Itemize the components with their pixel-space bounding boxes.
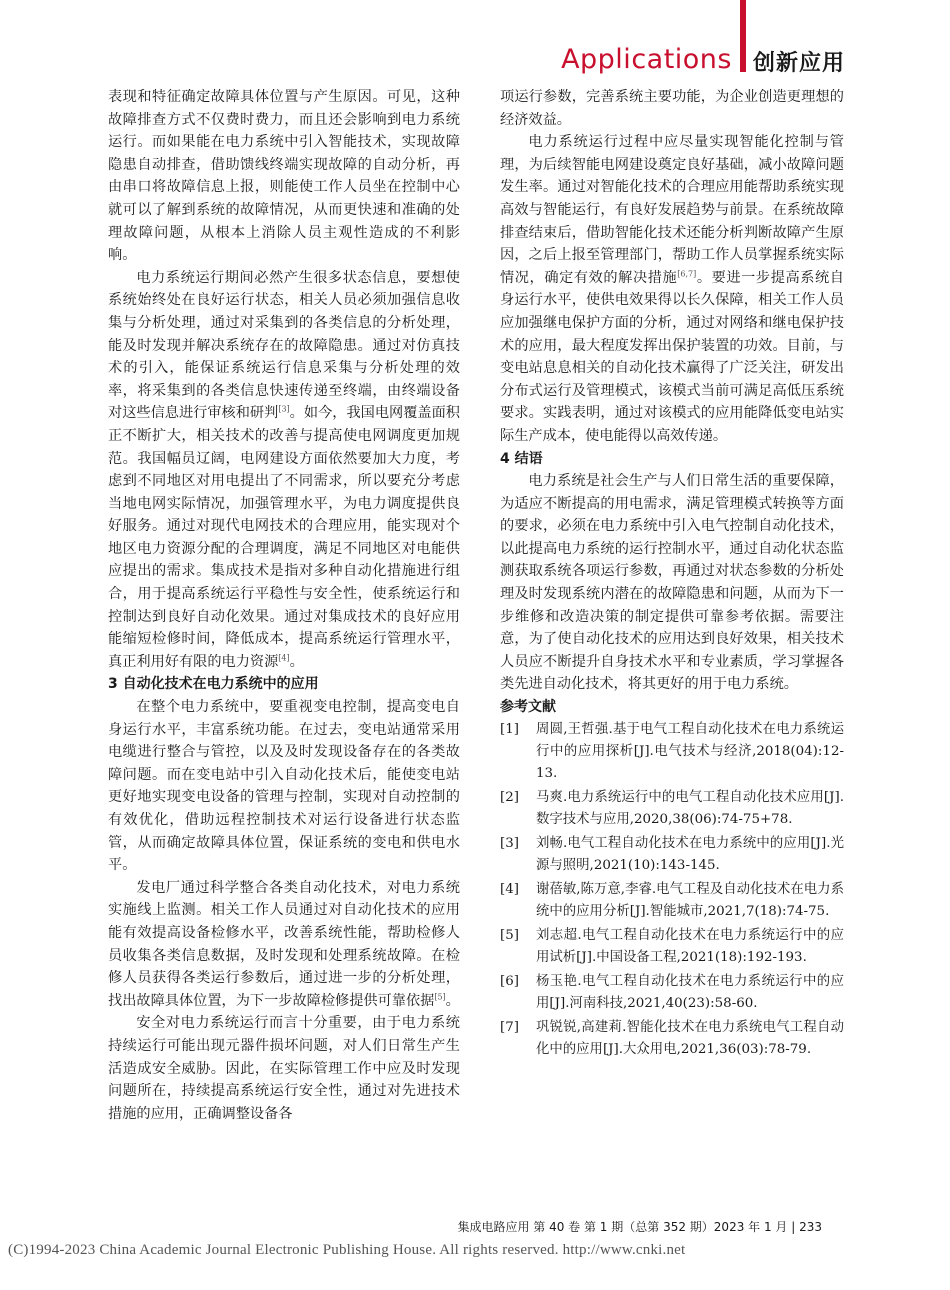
reference-item: [5] 刘志超.电气工程自动化技术在电力系统运行中的应用试析[J].中国设备工程,2021(18):192-193. [500, 927, 844, 965]
reference-item: [3] 刘畅.电气工程自动化技术在电力系统中的应用[J].光源与照明,2021(10):143-145. [500, 835, 844, 873]
references-heading: 参考文献 [500, 699, 556, 716]
reference-item: [4] 谢蓓敏,陈万意,李睿.电气工程及自动化技术在电力系统中的应用分析[J].智能城市,2021,7(18):74-75. [500, 881, 844, 919]
citation: [3] [278, 404, 290, 414]
paragraph: 电力系统是社会生产与人们日常生活的重要保障，为适应不断提高的用电需求，满足管理模式转换等方面的要求，必须在电力系统中引入电气控制自动化技术，以此提高电力系统的运行控制水平，通过自动化状态监测获取系统各项运行参数，再通过对状态参数的分析处理及时发现系统内潜在的故障隐患和问题，从而为下一步维修和改造决策的制定提供可靠参考依据。需要注意，为了使自动化技术的应用达到良好效果，相关技术人员应不断提升自身技术水平和专业素质，学习掌握各类先进自动化技术，将其更好的用于电力系统。 [500, 473, 844, 693]
paragraph: 安全对电力系统运行而言十分重要，由于电力系统持续运行可能出现元器件损坏问题，对人们日常生产生活造成安全威胁。因此，在实际管理工作中应及时发现问题所在，持续提高系统运行安全性，通过对先进技术措施的应用，正确调整设备各 [108, 1015, 460, 1122]
journal-footer: 集成电路应用 第 40 卷 第 1 期（总第 352 期）2023 年 1 月 | 233 [457, 1220, 822, 1234]
section-label-chinese: 创新应用 [753, 51, 846, 76]
right-column [500, 86, 844, 1063]
page-header [0, 0, 950, 90]
section-label-applications: Applications [561, 44, 732, 75]
paragraph: 项运行参数，完善系统主要功能，为企业创造更理想的经济效益。 [500, 89, 844, 128]
citation: [4] [278, 653, 290, 663]
paragraph: 电力系统运行过程中应尽量实现智能化控制与管理，为后续智能电网建设奠定良好基础，减小故障问题发生率。通过对智能化技术的合理应用能帮助系统实现高效与智能运行，有良好发展趋势与前景。在系统故障排查结束后，借助智能化技术还能分析判断故障产生原因，之后上报至管理部门，帮助工作人员掌握系统实际情况，确定有效的解决措施[6,7]。要进一步提高系统自身运行水平，使供电效果得以长久保障，相关工作人员应加强继电保护方面的分析，通过对网络和继电保护技术的应用，最大程度发挥出保护装置的功效。目前，与变电站息息相关的自动化技术赢得了广泛关注，研发出分布式运行及管理模式，该模式当前可满足高低压系统要求。实践表明，通过对该模式的应用能降低变电站实际生产成本，使电能得以高效传递。 [500, 134, 844, 444]
copyright-line: (C)1994-2023 China Academic Journal Electronic Publishing House. All rights reserved. http://www.cnki.net [8, 1242, 686, 1258]
paragraph: 表现和特征确定故障具体位置与产生原因。可见，这种故障排查方式不仅费时费力，而且还会影响到电力系统运行。而如果能在电力系统中引入智能技术，实现故障隐患自动排查，借助馈线终端实现故障的自动分析，再由串口将故障信息上报，则能使工作人员坐在控制中心就可以了解到系统的故障情况，从而更快速和准确的处理故障问题，从根本上消除人员主观性造成的不利影响。 [108, 89, 460, 264]
header-accent-bar [740, 0, 746, 72]
left-column [108, 86, 460, 1125]
section-heading-4: 4 结语 [500, 450, 543, 467]
citation: [5] [434, 992, 446, 1002]
reference-item: [6] 杨玉艳.电气工程自动化技术在电力系统运行中的应用[J].河南科技,2021,40(23):58-60. [500, 973, 844, 1011]
paragraph: 电力系统运行期间必然产生很多状态信息，要想使系统始终处在良好运行状态，相关人员必须加强信息收集与分析处理，通过对采集到的各类信息的分析处理，能及时发现并解决系统存在的故障隐患。通过对仿真技术的引入，能保证系统运行信息采集与分析处理的效率，将采集到的各类信息快速传递至终端，由终端设备对这些信息进行审核和研判[3]。如今，我国电网覆盖面积正不断扩大，相关技术的改善与提高使电网调度更加规范。我国幅员辽阔，电网建设方面依然要加大力度，考虑到不同地区对用电提出了不同需求，所以要充分考虑当地电网实际情况，加强管理水平，为电力调度提供良好服务。通过对现代电网技术的合理应用，能实现对个地区电力资源分配的合理调度，满足不同地区对电能供应提出的需求。集成技术是指对多种自动化措施进行组合，用于提高系统运行平稳性与安全性，使系统运行和控制达到良好自动化效果。通过对集成技术的良好应用能缩短检修时间，降低成本，提高系统运行管理水平，真正利用好有限的电力资源[4]。 [108, 269, 460, 670]
reference-item: [7] 巩锐锐,高建莉.智能化技术在电力系统电气工程自动化中的应用[J].大众用电,2021,36(03):78-79. [500, 1019, 844, 1057]
reference-item: [1] 周圆,王哲强.基于电气工程自动化技术在电力系统运行中的应用探析[J].电气技术与经济,2018(04):12-13. [500, 721, 844, 781]
section-heading-3: 3 自动化技术在电力系统中的应用 [108, 676, 319, 693]
paragraph: 发电厂通过科学整合各类自动化技术，对电力系统实施线上监测。相关工作人员通过对自动化技术的应用能有效提高设备检修水平，改善系统性能，帮助检修人员收集各类信息数据，及时发现和处理系统故障。在检修人员获得各类运行参数后，通过进一步的分析处理，找出故障具体位置，为下一步故障检修提供可靠依据[5]。 [108, 879, 460, 1009]
reference-list [500, 719, 844, 1061]
citation: [6,7] [677, 269, 697, 279]
reference-item: [2] 马爽.电力系统运行中的电气工程自动化技术应用[J].数字技术与应用,2020,38(06):74-75+78. [500, 789, 844, 827]
paragraph: 在整个电力系统中，要重视变电控制，提高变电自身运行水平，丰富系统功能。在过去，变电站通常采用电缆进行整合与管控，以及及时发现设备存在的各类故障问题。而在变电站中引入自动化技术后，能使变电站更好地实现变电设备的管理与控制，实现对自动控制的有效优化，借助远程控制技术对运行设备进行状态监管，从而确定故障具体位置，保证系统的变电和供电水平。 [108, 699, 460, 874]
